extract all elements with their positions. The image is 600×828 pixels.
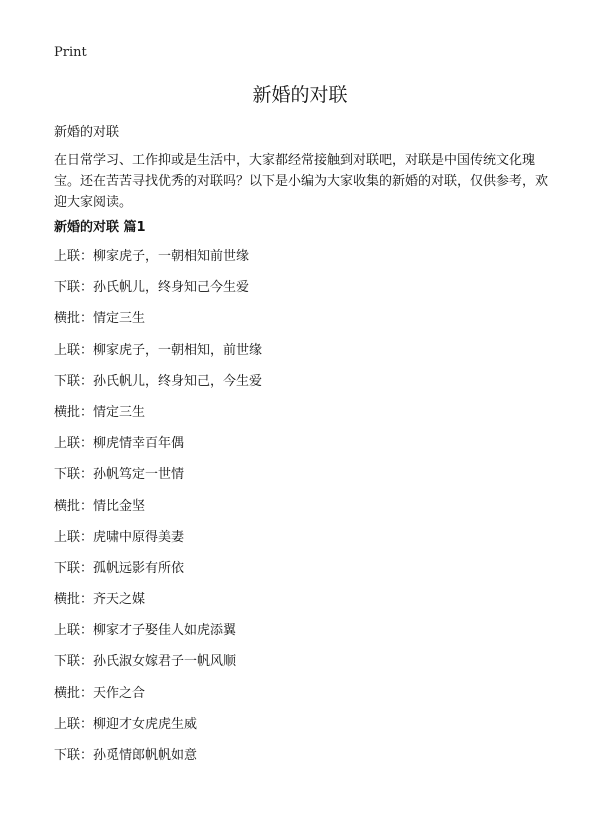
couplet-line: 上联：柳家虎子，一朝相知前世缘: [54, 249, 250, 264]
couplet-line: 下联：孙氏淑女嫁君子一帆风顺: [54, 654, 237, 670]
couplet-line: 下联：孙氏帆儿，终身知己今生爱: [54, 280, 250, 296]
intro-paragraph: 在日常学习、工作抑或是生活中，大家都经常接触到对联吧，对联是中国传统文化瑰宝。还在苦苦寻找优秀的对联吗？以下是小编为大家收集的新婚的对联，仅供参考，欢迎大家阅读。: [54, 153, 549, 210]
couplet-line: 下联：孤帆远影有所依: [54, 560, 185, 576]
couplet-line: 横批：齐天之媒: [54, 592, 146, 608]
couplet-line: 上联：柳家虎子，一朝相知，前世缘: [54, 342, 263, 358]
couplet-line: 下联：孙氏帆儿，终身知己，今生爱: [54, 373, 263, 389]
couplet-line: 横批：情定三生: [54, 404, 146, 420]
couplet-line: 下联：孙觅情郎帆帆如意: [54, 748, 198, 763]
couplet-line: 横批：天作之合: [54, 685, 146, 701]
print-link[interactable]: Print: [54, 45, 87, 60]
couplet-line: 下联：孙帆笃定一世情: [54, 467, 185, 483]
couplet-line: 横批：情比金坚: [54, 498, 146, 514]
couplet-line: 横批：情定三生: [54, 311, 146, 327]
couplet-line: 上联：柳迎才女虎虎生威: [54, 716, 198, 732]
page-title: 新婚的对联: [252, 84, 348, 106]
couplet-line: 上联：虎啸中原得美妻: [54, 529, 185, 545]
couplet-line: 上联：柳家才子娶佳人如虎添翼: [54, 623, 237, 639]
document-subtitle: 新婚的对联: [54, 125, 120, 140]
section-heading: 新婚的对联 篇1: [54, 220, 146, 235]
couplet-line: 上联：柳虎情幸百年偶: [54, 436, 185, 452]
couplet-list: [54, 247, 262, 777]
